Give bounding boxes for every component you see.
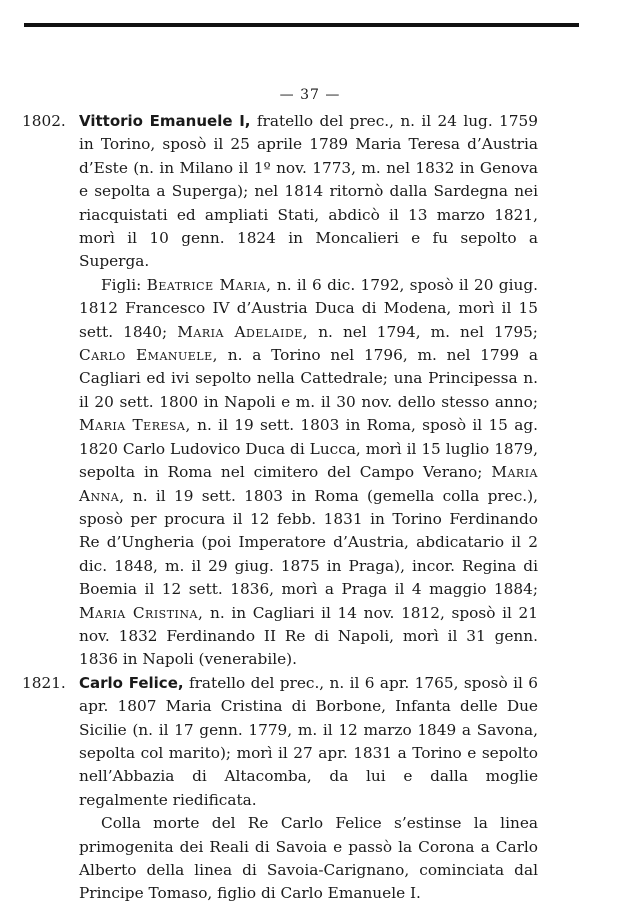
entry-carlo-felice xyxy=(22,672,538,906)
entry-year: 1802. xyxy=(22,112,66,130)
ruler-name: Vittorio Emanuele I, xyxy=(79,112,251,130)
ruler-text: fratello del prec., n. il 24 lug. 1759 in Torino, sposò il 25 aprile 1789 Maria Teresa d’Austria d’Este (n. in Milano il 1º nov. 1773, m. nel 1832 in Genova e sepolta a Superga); nel 1814 ritornò dalla Sardegna nei riacquistati ed ampliati Stati, abdicò il 13 marzo 1821, morì il 10 genn. 1824 in Moncalieri e fu sepolto a Superga. xyxy=(79,112,538,271)
entry-main-paragraph xyxy=(79,672,538,812)
children-paragraph xyxy=(79,274,538,672)
child-text: n. nel 1794, m. nel 1795; xyxy=(318,322,538,341)
child-text: n. a Torino nel 1796, m. nel 1799 a Cagliari ed ivi sepolto nella Cattedrale; una Principessa n. il 20 sett. 1800 in Napoli e m. il 30 nov. dello stesso anno; xyxy=(79,346,538,411)
entry-main-paragraph xyxy=(79,110,538,274)
closing-paragraph: Colla morte del Re Carlo Felice s’estinse la linea primogenita dei Reali di Savoia e passò la Corona a Carlo Alberto della linea di Savoia-Carignano, cominciata dal Principe Tomaso, figlio di Carlo Emanuele I. xyxy=(79,814,538,903)
top-rule xyxy=(24,23,579,27)
page-number: — 37 — xyxy=(279,87,341,103)
page-content xyxy=(22,110,538,906)
child-text: n. il 19 sett. 1803 in Roma, sposò il 15 ag. 1820 Carlo Ludovico Duca di Lucca, morì il 15 luglio 1879, sepolta in Roma nel cimitero del Campo Verano; xyxy=(79,416,538,482)
entry-year: 1821. xyxy=(22,673,66,692)
entry-body xyxy=(79,110,538,672)
ruler-text: fratello del prec., n. il 6 apr. 1765, sposò il 6 apr. 1807 Maria Cristina di Borbone, Infanta delle Due Sicilie (n. il 17 genn. 1779, m. il 12 marzo 1849 a Savona, sepolta col marito); morì il 27 apr. 1831 a Torino e sepolto nell’Abbazia di Altacomba, da lui e dalla moglie regalmente riedificata. xyxy=(79,673,538,809)
child-name: Maria Cristina, xyxy=(79,603,204,622)
child-text: n. il 6 dic. 1792, sposò il 20 giug. 1812 Francesco IV d’Austria Duca di Modena, morì il 15 sett. 1840; xyxy=(79,275,538,341)
entry-body xyxy=(79,672,538,906)
child-name: Carlo Emanuele, xyxy=(79,346,219,365)
children-intro: Figli: xyxy=(101,275,142,294)
child-name: Beatrice Maria, xyxy=(146,275,272,294)
child-name: Maria Teresa, xyxy=(79,416,191,435)
child-name: Maria Adelaide, xyxy=(177,322,309,341)
child-text: n. in Cagliari il 14 nov. 1812, sposò il 21 nov. 1832 Ferdinando II Re di Napoli, morì il 31 genn. 1836 in Napoli (venerabile). xyxy=(79,603,538,669)
ruler-name: Carlo Felice, xyxy=(79,673,184,692)
child-text: n. il 19 sett. 1803 in Roma (gemella colla prec.), sposò per procura il 12 febb. 1831 in Torino Ferdinando Re d’Ungheria (poi Imperatore d’Austria, abdicatario il 2 dic. 1848, m. il 29 giug. 1875 in Praga), incor. Regina di Boemia il 12 sett. 1836, morì a Praga il 4 maggio 1884; xyxy=(79,486,538,599)
entry-vittorio-emanuele xyxy=(22,110,538,672)
child-name: Maria Anna, xyxy=(79,463,538,505)
